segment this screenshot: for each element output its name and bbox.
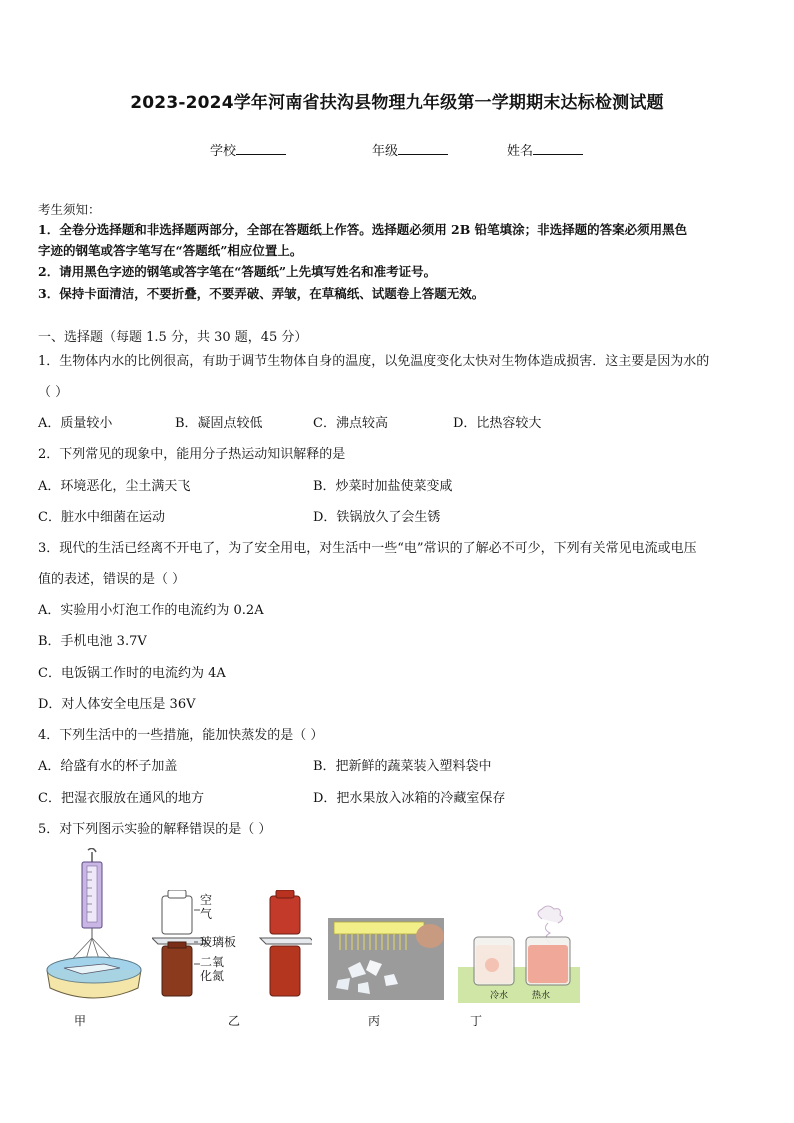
q1-option-b[interactable]: B．凝固点较低 xyxy=(175,416,263,431)
school-blank[interactable] xyxy=(236,142,286,155)
grade-blank[interactable] xyxy=(398,142,448,155)
q1-stem: 1．生物体内水的比例很高，有助于调节生物体自身的温度，以免温度变化太快对生物体造成损害．这主要是因为水的 xyxy=(38,354,710,369)
figure-jia-spring-scale xyxy=(42,848,148,1002)
figure-bing-comb-photo xyxy=(328,918,444,1000)
q4-option-a[interactable]: A．给盛有水的杯子加盖 xyxy=(38,759,178,774)
q5-stem: 5．对下列图示实验的解释错误的是（ ） xyxy=(38,822,272,837)
figure-ding-ink-diffusion xyxy=(458,903,580,1003)
caption-ding: 丁 xyxy=(470,1014,483,1028)
q3-stem: 3．现代的生活已经离不开电了，为了安全用电，对生活中一些“电”常识的了解必不可少，下列有关常见电流或电压 xyxy=(38,541,697,556)
notice-item-3: 3．保持卡面清洁，不要折叠，不要弄破、弄皱，在草稿纸、试题卷上答题无效。 xyxy=(38,286,485,301)
q1-option-c[interactable]: C．沸点较高 xyxy=(313,416,388,431)
label-no2-2: 化氮 xyxy=(200,969,225,983)
notice-item-1: 1．全卷分选择题和非选择题两部分，全部在答题纸上作答。选择题必须用 2B 铅笔填涂；非选择题的答案必须用黑色 xyxy=(38,222,688,237)
label-air-1: 空 xyxy=(200,893,213,907)
q3-stem-cont: 值的表述，错误的是（ ） xyxy=(38,572,186,587)
q4-option-c[interactable]: C．把湿衣服放在通风的地方 xyxy=(38,791,204,806)
q1-option-a[interactable]: A．质量较小 xyxy=(38,416,113,431)
q3-option-a[interactable]: A．实验用小灯泡工作的电流约为 0.2A xyxy=(38,603,264,618)
grade-label: 年级 xyxy=(372,144,399,159)
label-glass-plate: 玻璃板 xyxy=(200,935,237,949)
school-field[interactable] xyxy=(210,140,286,159)
q4-option-b[interactable]: B．把新鲜的蔬菜装入塑料袋中 xyxy=(313,759,492,774)
label-cold-water: 冷水 xyxy=(490,991,509,1001)
q4-stem: 4．下列生活中的一些措施，能加快蒸发的是（ ） xyxy=(38,728,324,743)
notice-item-1b: 字迹的钢笔或答字笔写在“答题纸”相应位置上。 xyxy=(38,243,303,258)
caption-jia: 甲 xyxy=(74,1014,87,1028)
notice-heading: 考生须知： xyxy=(38,202,101,217)
q4-option-d[interactable]: D．把水果放入冰箱的冷藏室保存 xyxy=(313,791,506,806)
q3-option-b[interactable]: B．手机电池 3.7V xyxy=(38,634,147,649)
label-hot-water: 热水 xyxy=(532,991,551,1001)
caption-yi: 乙 xyxy=(228,1014,241,1028)
name-label: 姓名 xyxy=(507,144,534,159)
caption-bing: 丙 xyxy=(368,1014,381,1028)
q1-stem-cont: （ ） xyxy=(38,385,69,400)
grade-field[interactable] xyxy=(372,140,448,159)
notice-item-2: 2．请用黑色字迹的钢笔或答字笔在“答题纸”上先填写姓名和准考证号。 xyxy=(38,264,437,279)
q3-option-d[interactable]: D．对人体安全电压是 36V xyxy=(38,697,196,712)
q1-option-d[interactable]: D．比热容较大 xyxy=(453,416,542,431)
q3-option-c[interactable]: C．电饭锅工作时的电流约为 4A xyxy=(38,666,226,681)
q2-option-d[interactable]: D．铁锅放久了会生锈 xyxy=(313,510,441,525)
label-air xyxy=(200,893,212,921)
label-no2 xyxy=(200,955,224,983)
name-field[interactable] xyxy=(507,140,583,159)
school-label: 学校 xyxy=(210,144,237,159)
label-no2-1: 二氧 xyxy=(200,955,225,969)
name-blank[interactable] xyxy=(533,142,583,155)
q2-option-a[interactable]: A．环境恶化，尘土满天飞 xyxy=(38,479,191,494)
q2-option-c[interactable]: C．脏水中细菌在运动 xyxy=(38,510,165,525)
label-air-2: 气 xyxy=(200,907,213,921)
q2-stem: 2．下列常见的现象中，能用分子热运动知识解释的是 xyxy=(38,447,346,462)
section-heading: 一、选择题（每题 1.5 分，共 30 题，45 分） xyxy=(38,330,308,345)
page-title: 2023-2024学年河南省扶沟县物理九年级第一学期期末达标检测试题 xyxy=(130,93,664,113)
q2-option-b[interactable]: B．炒菜时加盐使菜变咸 xyxy=(313,479,453,494)
